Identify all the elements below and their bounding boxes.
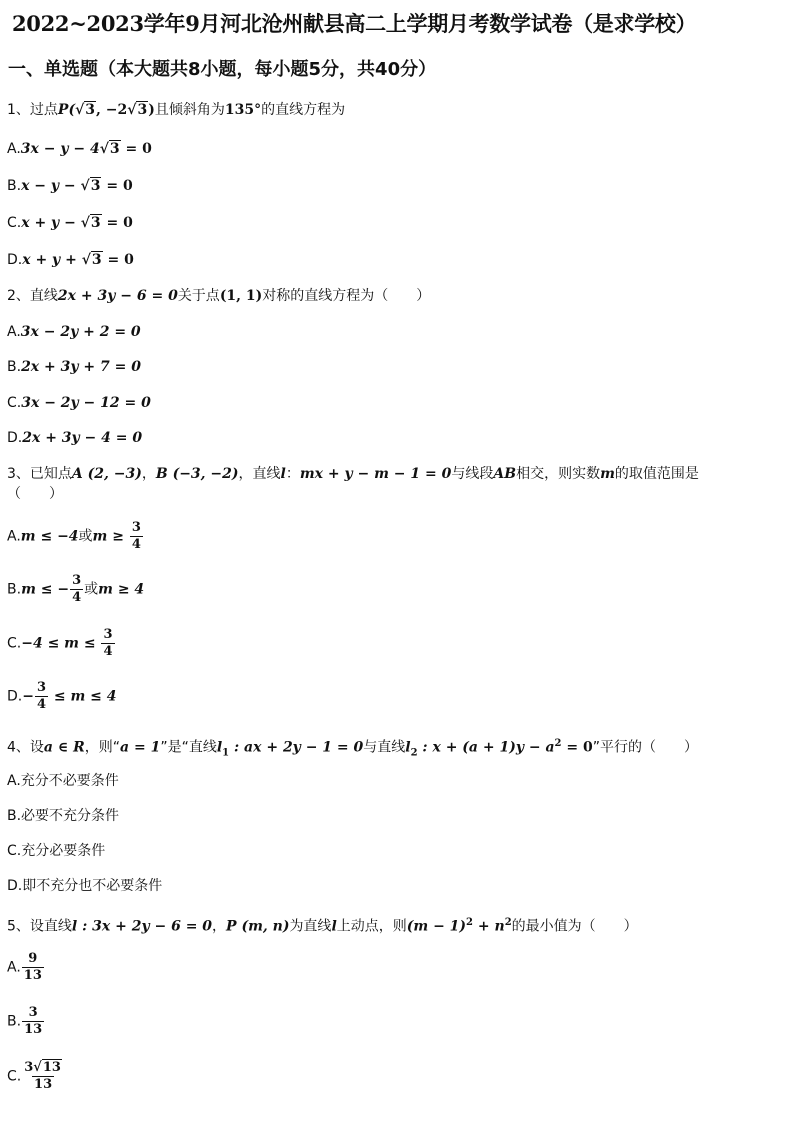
q1-option-a[interactable]: A.3x − y − 4√3 = 0 xyxy=(7,141,152,157)
q2-option-d[interactable]: D.2x + 3y − 4 = 0 xyxy=(7,430,143,446)
section-heading: 一、单选题（本大题共8小题，每小题5分，共40分） xyxy=(8,59,437,80)
fraction: $\frac{3}{4}$ xyxy=(103,627,113,659)
fraction: $\frac{3}{4}$ xyxy=(36,680,47,712)
fraction: $\frac{3}{13}$ xyxy=(24,1005,43,1037)
fraction: $\frac{3√13}{13}$ xyxy=(24,1060,61,1092)
q1-option-b[interactable]: B.x − y − √3 = 0 xyxy=(7,178,133,194)
question-2: 2、直线2x + 3y − 6 = 0关于点(1, 1)对称的直线方程为（ ） xyxy=(7,288,431,304)
q3-option-c[interactable]: C.−4 ≤ m ≤ $\frac{3}{4}$ xyxy=(7,627,113,659)
question-3-paren: （ ） xyxy=(7,486,63,502)
q5-option-c[interactable]: C. $\frac{3√13}{13}$ xyxy=(7,1060,65,1093)
q2-option-c[interactable]: C.3x − 2y − 12 = 0 xyxy=(7,395,151,411)
page-title: 2022~2023学年9月河北沧州献县高二上学期月考数学试卷（是求学校） xyxy=(12,11,697,36)
fraction: $\frac{3}{4}$ xyxy=(72,573,82,605)
q3-option-a[interactable]: A.m ≤ −4或m ≥ $\frac{3}{4}$ xyxy=(7,520,141,552)
q5-option-a[interactable]: A. $\frac{9}{13}$ xyxy=(7,951,42,983)
q4-option-d[interactable]: D.即不充分也不必要条件 xyxy=(7,878,163,894)
q1-option-c[interactable]: C.x + y − √3 = 0 xyxy=(7,215,133,231)
q4-option-a[interactable]: A.充分不必要条件 xyxy=(7,773,119,789)
fraction: $\frac{9}{13}$ xyxy=(23,951,42,983)
q3-option-b[interactable]: B.m ≤ − $\frac{3}{4}$ 或m ≥ 4 xyxy=(7,573,145,605)
q4-option-b[interactable]: B.必要不充分条件 xyxy=(7,808,120,824)
q3-option-d[interactable]: D.− $\frac{3}{4}$ ≤ m ≤ 4 xyxy=(7,680,117,712)
fraction: $\frac{3}{4}$ xyxy=(131,520,141,552)
question-4: 4、设a ∈ R，则“a = 1”是“直线$l_1$ : ax + 2y − 1 = 0与直线$l_2$ : $x + (a + 1)y - a^2 = 0$”平行的（ ） xyxy=(7,738,698,759)
question-5: 5、设直线l : 3x + 2y − 6 = 0，P (m, n)为直线l上动点，则$(m - 1)^2 + n^2$的最小值为（ ） xyxy=(7,917,638,935)
question-1: 1、过点P(√3, −2√3)且倾斜角为135°的直线方程为 xyxy=(7,102,346,118)
question-3: 3、已知点A (2, −3)，B (−3, −2)，直线l：mx + y − m − 1 = 0与线段AB相交，则实数m的取值范围是 xyxy=(7,466,699,482)
q1-option-d[interactable]: D.x + y + √3 = 0 xyxy=(7,252,134,268)
q2-option-a[interactable]: A.3x − 2y + 2 = 0 xyxy=(7,324,141,340)
q2-option-b[interactable]: B.2x + 3y + 7 = 0 xyxy=(7,359,141,375)
q4-option-c[interactable]: C.充分必要条件 xyxy=(7,843,106,859)
q5-option-b[interactable]: B. $\frac{3}{13}$ xyxy=(7,1005,43,1037)
